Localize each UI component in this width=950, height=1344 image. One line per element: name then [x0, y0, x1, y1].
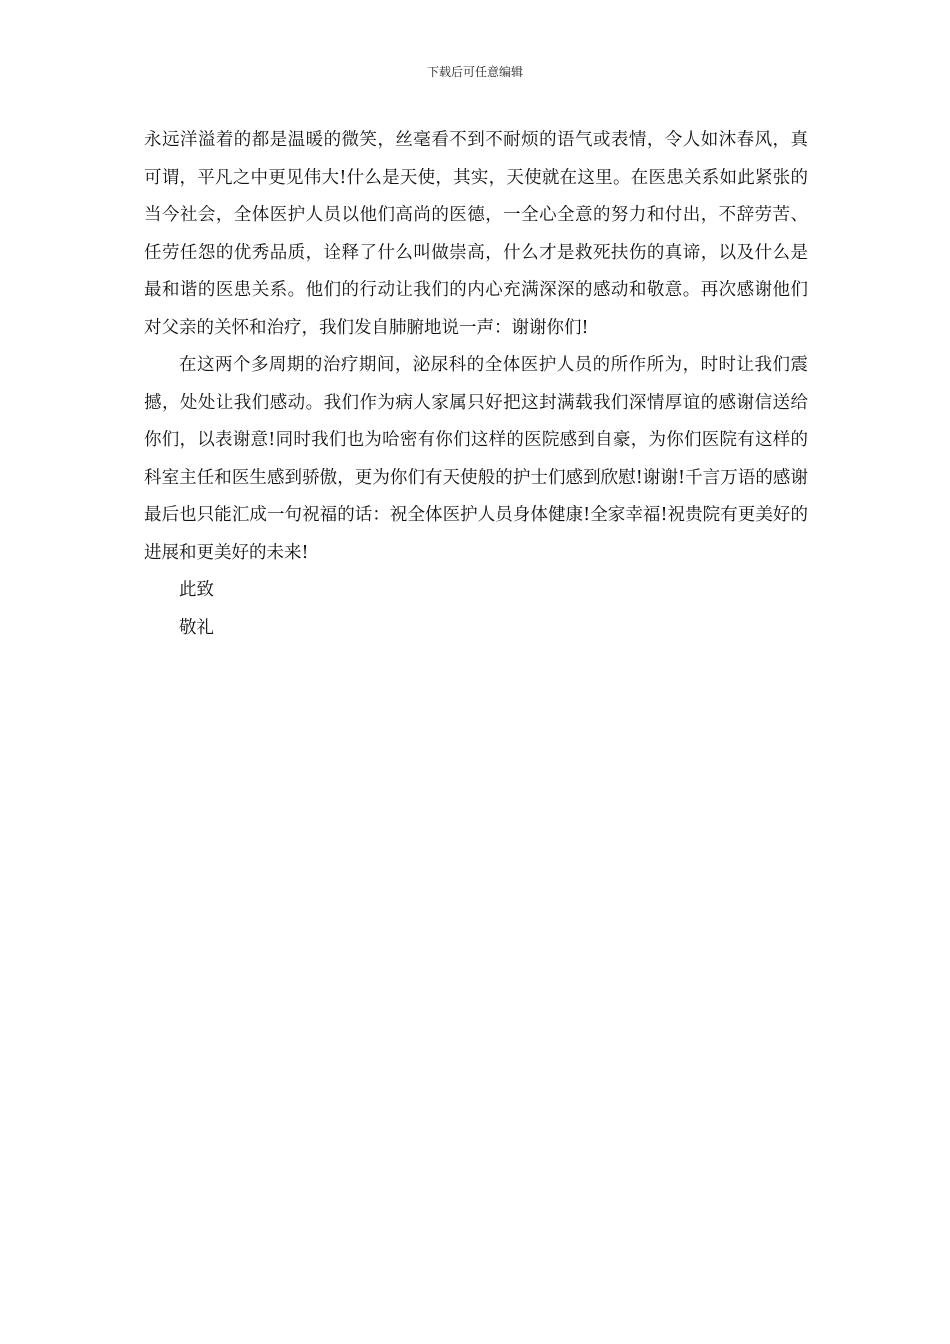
closing-regards: 敬礼: [179, 617, 214, 638]
letter-paragraph: 在这两个多周期的治疗期间，泌尿科的全体医护人员的所作所为，时时让我们震撼，处处让我们感动。我们作为病人家属只好把这封满载我们深情厚谊的感谢信送给你们，以表谢意!同时我们也为哈密有你们这样的医院感到自豪，为你们医院有这样的科室主任和医生感到骄傲，更为你们有天使般的护士们感到欣慰!谢谢!千言万语的感谢最后也只能汇成一句祝福的话：祝全体医护人员身体健康!全家幸福!祝贵院有更美好的进展和更美好的未来!: [144, 355, 808, 563]
letter-body: [144, 122, 808, 647]
closing-salutation: 此致: [179, 580, 214, 600]
letter-paragraph-continuation: 永远洋溢着的都是温暖的微笑，丝毫看不到不耐烦的语气或表情，令人如沐春风，真可谓，平凡之中更见伟大!什么是天使，其实，天使就在这里。在医患关系如此紧张的当今社会，全体医护人员以他们高尚的医德，一全心全意的努力和付出，不辞劳苦、任劳任怨的优秀品质，诠释了什么叫做崇高，什么才是救死扶伤的真谛，以及什么是最和谐的医患关系。他们的行动让我们的内心充满深深的感动和敬意。再次感谢他们对父亲的关怀和治疗，我们发自肺腑地说一声：谢谢你们!: [144, 130, 808, 338]
page-header: 下载后可任意编辑: [426, 65, 523, 79]
